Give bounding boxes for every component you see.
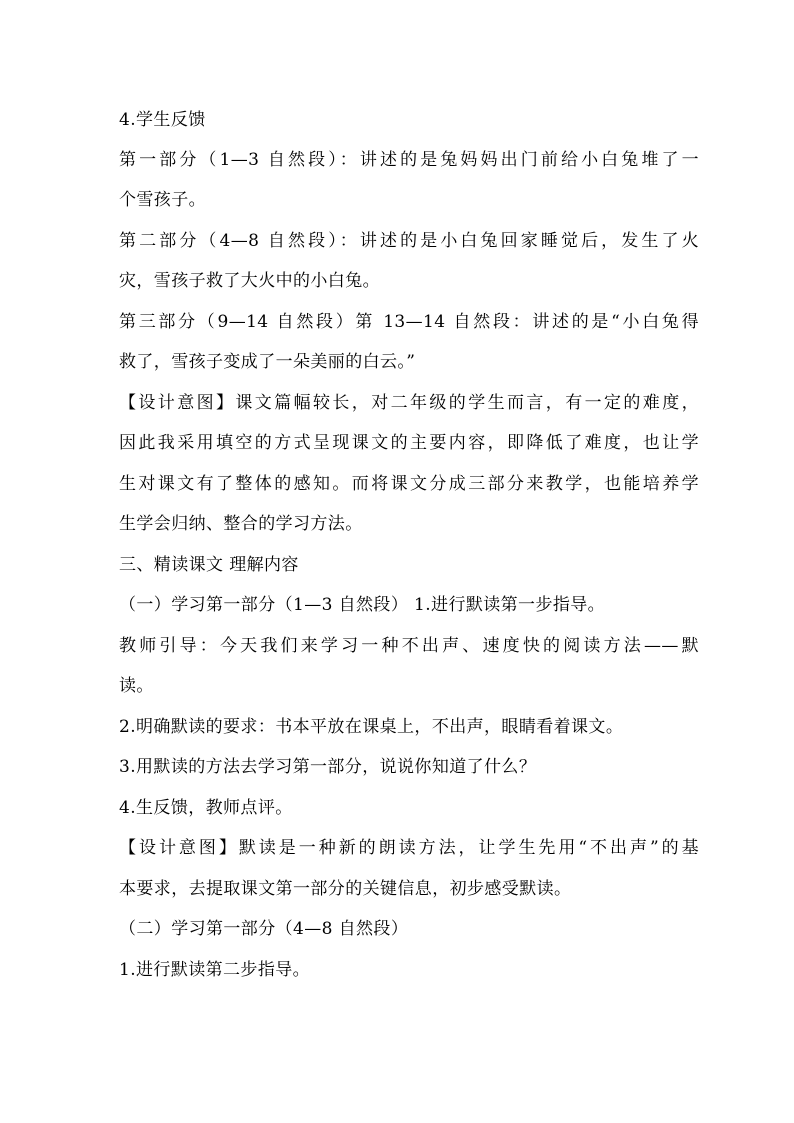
design-intent-line: 因此我采用填空的方式呈现课文的主要内容，即降低了难度，也让学 bbox=[119, 433, 699, 453]
list-item: 2.明确默读的要求：书本平放在课桌上，不出声，眼睛看着课文。 bbox=[119, 717, 624, 737]
subsection-heading-part-two: （二）学习第一部分（4—8 自然段） bbox=[119, 919, 409, 939]
section-heading-close-reading: 三、精读课文 理解内容 bbox=[119, 555, 299, 575]
list-item: 1.进行默读第二步指导。 bbox=[119, 960, 311, 980]
design-intent-line: 生对课文有了整体的感知。而将课文分成三部分来教学，也能培养学 bbox=[119, 474, 699, 494]
list-item: 4.生反馈，教师点评。 bbox=[119, 798, 293, 818]
section-heading-student-feedback: 4.学生反馈 bbox=[119, 110, 206, 130]
design-intent-line: 生学会归纳、整合的学习方法。 bbox=[119, 514, 363, 534]
design-intent-line: 【设计意图】默读是一种新的朗读方法，让学生先用“不出声”的基 bbox=[119, 838, 699, 858]
list-item: 3.用默读的方法去学习第一部分，说说你知道了什么？ bbox=[119, 757, 537, 777]
design-intent-line: 【设计意图】课文篇幅较长，对二年级的学生而言，有一定的难度， bbox=[119, 393, 699, 413]
subsection-heading-part-one: （一）学习第一部分（1—3 自然段） 1.进行默读第一步指导。 bbox=[119, 595, 606, 615]
paragraph-line: 救了，雪孩子变成了一朵美丽的白云。” bbox=[119, 352, 416, 372]
paragraph-line: 教师引导：今天我们来学习一种不出声、速度快的阅读方法——默 bbox=[119, 636, 699, 656]
paragraph-line: 灾，雪孩子救了大火中的小白兔。 bbox=[119, 271, 380, 291]
paragraph-line: 第三部分（9—14 自然段）第 13—14 自然段：讲述的是“小白兔得 bbox=[119, 312, 699, 332]
paragraph-line: 个雪孩子。 bbox=[119, 190, 206, 210]
design-intent-line: 本要求，去提取课文第一部分的关键信息，初步感受默读。 bbox=[119, 879, 572, 899]
paragraph-line: 第一部分（1—3 自然段）：讲述的是兔妈妈出门前给小白兔堆了一 bbox=[119, 150, 699, 170]
paragraph-line: 第二部分（4—8 自然段）：讲述的是小白兔回家睡觉后，发生了火 bbox=[119, 231, 699, 251]
paragraph-line: 读。 bbox=[119, 676, 154, 696]
